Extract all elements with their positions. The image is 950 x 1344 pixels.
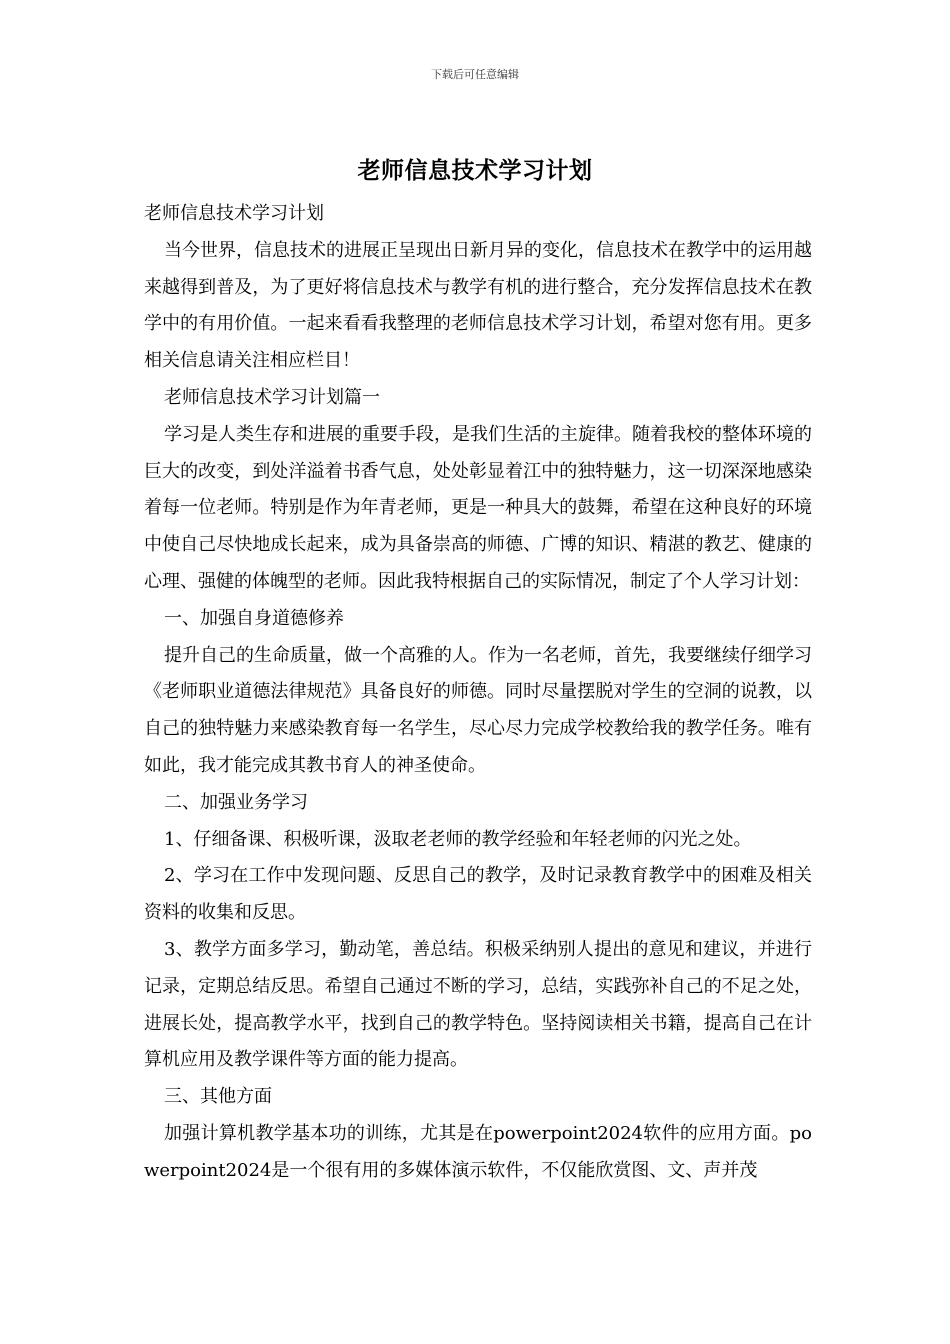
document-body [144,196,812,1190]
page-header: 下载后可任意编辑 [431,68,519,81]
section-heading: 二、加强业务学习 [164,791,308,813]
paragraph: 加强计算机教学基本功的训练，尤其是在powerpoint2024软件的应用方面。powerpoint2024是一个很有用的多媒体演示软件，不仅能欣赏图、文、声并茂 [144,1122,812,1181]
document-title: 老师信息技术学习计划 [357,158,593,184]
section-heading: 一、加强自身道德修养 [164,607,344,629]
list-item: 3、教学方面多学习，勤动笔，善总结。积极采纳别人提出的意见和建议，并进行记录，定期总结反思。希望自己通过不断的学习，总结，实践弥补自己的不足之处，进展长处，提高教学水平，找到自己的教学特色。坚持阅读相关书籍，提高自己在计算机应用及教学课件等方面的能力提高。 [144,938,812,1071]
paragraph-subtitle: 老师信息技术学习计划 [144,203,324,224]
list-item: 2、学习在工作中发现问题、反思自己的教学，及时记录教育教学中的困难及相关资料的收集和反思。 [144,865,812,924]
section-heading: 三、其他方面 [164,1086,272,1108]
list-item: 1、仔细备课、积极听课，汲取老老师的教学经验和年轻老师的闪光之处。 [164,828,752,850]
section-heading: 老师信息技术学习计划篇一 [164,386,380,408]
paragraph-intro: 当今世界，信息技术的进展正呈现出日新月异的变化，信息技术在教学中的运用越来越得到普及，为了更好将信息技术与教学有机的进行整合，充分发挥信息技术在教学中的有用价值。一起来看看我整理的老师信息技术学习计划，希望对您有用。更多相关信息请关注相应栏目！ [144,239,812,372]
paragraph: 学习是人类生存和进展的重要手段，是我们生活的主旋律。随着我校的整体环境的巨大的改变，到处洋溢着书香气息，处处彰显着江中的独特魅力，这一切深深地感染着每一位老师。特别是作为年青老师，更是一种具大的鼓舞，希望在这种良好的环境中使自己尽快地成长起来，成为具备崇高的师德、广博的知识、精湛的教艺、健康的心理、强健的体魄型的老师。因此我特根据自己的实际情况，制定了个人学习计划： [144,423,812,592]
paragraph: 提升自己的生命质量，做一个高雅的人。作为一名老师，首先，我要继续仔细学习《老师职业道德法律规范》具备良好的师德。同时尽量摆脱对学生的空洞的说教，以自己的独特魅力来感染教育每一名学生，尽心尽力完成学校教给我的教学任务。唯有如此，我才能完成其教书育人的神圣使命。 [144,644,812,776]
